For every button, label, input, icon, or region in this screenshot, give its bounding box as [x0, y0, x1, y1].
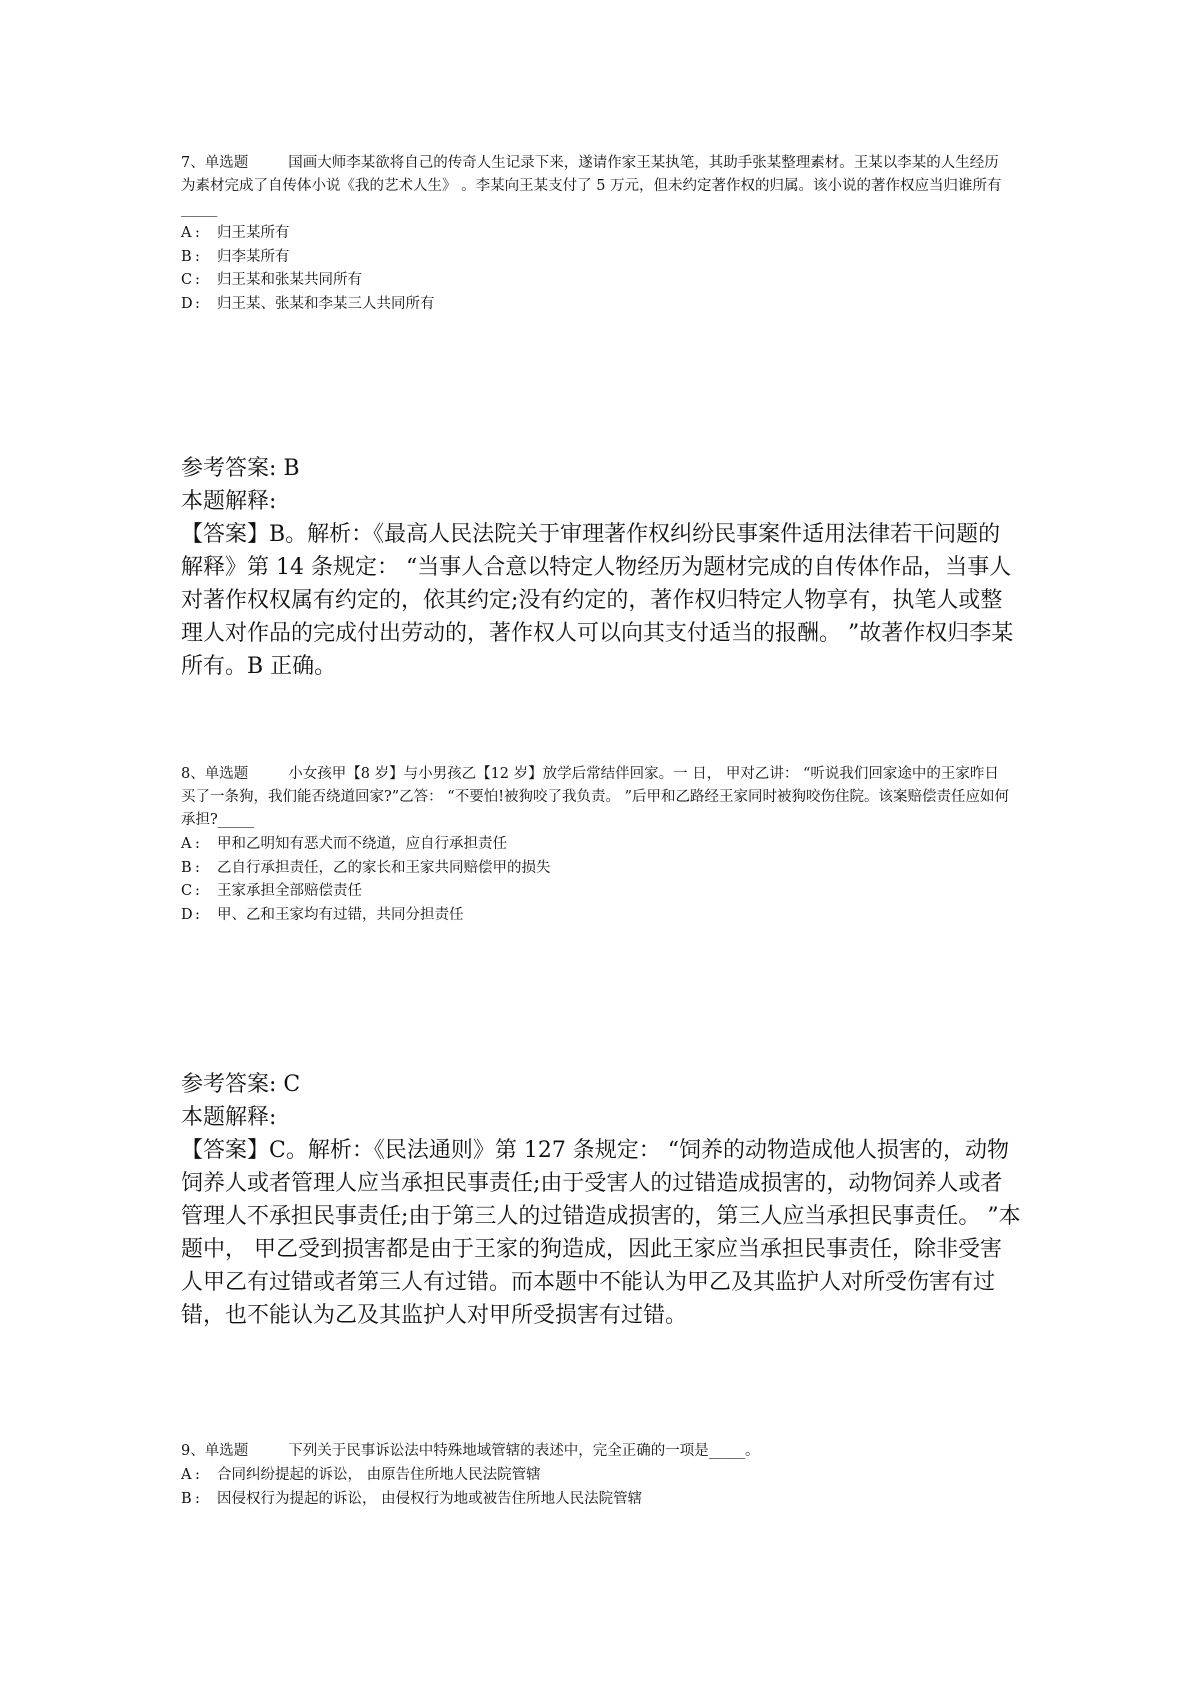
option-letter: A [181, 1467, 192, 1483]
question-text: 小女孩甲【8 岁】与小男孩乙【12 岁】放学后常结伴回家。一 日， 甲对乙讲： “听说我们回家途中的王家昨日买了一条狗，我们能否绕道回家?”乙答： “不要怕!被狗咬了我负责。 ”后甲和乙路经王家同时被狗咬伤住院。该案赔偿责任应如何承担?_____ [181, 766, 1010, 828]
question-stem [181, 152, 1011, 221]
explanation-label: 本题解释: [181, 1105, 277, 1130]
option-separator: : [195, 1467, 200, 1483]
option-a [181, 1464, 1011, 1488]
option-separator: : [195, 906, 200, 923]
answer-7 [181, 452, 1021, 683]
option-separator: : [195, 248, 200, 265]
question-text: 下列关于民事诉讼法中特殊地域管辖的表述中，完全正确的一项是_____。 [288, 1443, 760, 1459]
option-b [181, 1488, 1011, 1512]
question-type: 单选题 [204, 155, 249, 171]
option-b [181, 857, 1011, 881]
option-a [181, 222, 1011, 246]
option-letter: B [181, 248, 192, 265]
option-text: 乙自行承担责任，乙的家长和王家共同赔偿甲的损失 [217, 859, 551, 876]
option-letter: B [181, 1490, 192, 1507]
option-d [181, 904, 1011, 928]
answer-line: 参考答案: C [181, 1072, 301, 1097]
option-text: 因侵权行为提起的诉讼， 由侵权行为地或被告住所地人民法院管辖 [217, 1490, 643, 1507]
question-9 [181, 1440, 1011, 1511]
option-letter: C [181, 883, 193, 899]
option-text: 归王某、张某和李某三人共同所有 [217, 295, 435, 312]
option-letter: D [181, 906, 193, 923]
option-separator: : [195, 859, 200, 876]
question-number: 7、 [181, 155, 205, 171]
question-stem [181, 763, 1011, 832]
answer-line: 参考答案: B [181, 456, 300, 481]
question-stem [181, 1440, 1011, 1463]
option-letter: A [181, 225, 192, 241]
question-type: 单选题 [204, 766, 249, 782]
option-text: 合同纠纷提起的诉讼， 由原告住所地人民法院管辖 [217, 1467, 541, 1483]
option-separator: : [195, 883, 200, 899]
question-number: 8、 [181, 766, 205, 782]
option-separator: : [195, 272, 200, 288]
option-separator: : [195, 295, 200, 312]
option-text: 归李某所有 [217, 248, 290, 265]
answer-8 [181, 1068, 1021, 1332]
option-separator: : [195, 225, 200, 241]
option-text: 归王某所有 [217, 225, 290, 241]
option-separator: : [195, 1490, 200, 1507]
question-8 [181, 763, 1011, 927]
option-c [181, 880, 1011, 904]
option-letter: C [181, 272, 193, 288]
option-separator: : [195, 836, 200, 852]
option-letter: A [181, 836, 192, 852]
option-text: 归王某和张某共同所有 [217, 272, 362, 288]
option-c [181, 269, 1011, 293]
option-d [181, 293, 1011, 317]
option-a [181, 833, 1011, 857]
explanation-label: 本题解释: [181, 489, 277, 514]
option-text: 王家承担全部赔偿责任 [217, 883, 362, 899]
option-text: 甲和乙明知有恶犬而不绕道，应自行承担责任 [217, 836, 507, 852]
question-text: 国画大师李某欲将自己的传奇人生记录下来，遂请作家王某执笔，其助手张某整理素材。王某以李某的人生经历为素材完成了自传体小说《我的艺术人生》 。李某向王某支付了 5 万元，但未约定著作权的归属。该小说的著作权应当归谁所有_____ [181, 155, 1002, 217]
option-text: 甲、乙和王家均有过错，共同分担责任 [217, 906, 464, 923]
option-letter: D [181, 295, 193, 312]
question-number: 9、 [181, 1443, 205, 1459]
explanation-text: 【答案】B。解析：《最高人民法院关于审理著作权纠纷民事案件适用法律若干问题的解释》第 14 条规定： “当事人合意以特定人物经历为题材完成的自传体作品，当事人对著作权权属有约定的，依其约定;没有约定的，著作权归特定人物享有，执笔人或整理人对作品的完成付出劳动的，著作权人可以向其支付适当的报酬。 ”故著作权归李某所有。B 正确。 [181, 522, 1014, 679]
option-b [181, 246, 1011, 270]
question-type: 单选题 [204, 1443, 249, 1459]
option-letter: B [181, 859, 192, 876]
question-7 [181, 152, 1011, 316]
explanation-text: 【答案】C。解析：《民法通则》第 127 条规定： “饲养的动物造成他人损害的，动物饲养人或者管理人应当承担民事责任;由于受害人的过错造成损害的，动物饲养人或者管理人不承担民事责任;由于第三人的过错造成损害的，第三人应当承担民事责任。 ”本题中， 甲乙受到损害都是由于王家的狗造成，因此王家应当承担民事责任，除非受害人甲乙有过错或者第三人有过错。而本题中不能认为甲乙及其监护人对所受伤害有过错，也不能认为乙及其监护人对甲所受损害有过错。 [181, 1138, 1021, 1328]
